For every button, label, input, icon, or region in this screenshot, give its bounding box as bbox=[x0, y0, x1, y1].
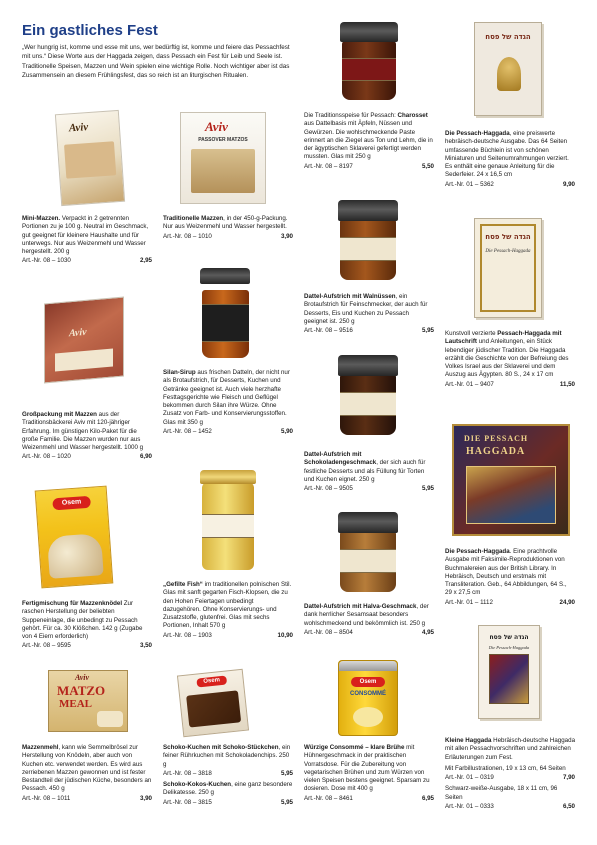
package-title: CONSOMMÉ bbox=[350, 691, 386, 697]
price: 5,90 bbox=[280, 428, 293, 436]
product-mini-mazzen bbox=[22, 215, 152, 266]
product-name: Mini-Mazzen. bbox=[22, 215, 61, 222]
product-dattel-schoko bbox=[304, 451, 434, 493]
product-mazzenmehl bbox=[22, 744, 152, 803]
price: 3,90 bbox=[280, 232, 293, 240]
product-name: „Gefilte Fish“ bbox=[163, 581, 203, 588]
brand-logo: Aviv bbox=[205, 119, 228, 134]
price: 6,90 bbox=[139, 453, 152, 461]
charosset-jar-image bbox=[340, 22, 398, 100]
product-text: , eine preiswerte hebräisch-deutsche Ausgabe. Das 64 Seiten umfassende Büchlein ist von schönen Miniaturen und Seitenumrahmungen verziert. Es enthält eine genaue Anleitung für die Sederfeier. 24 x 16,5 cm bbox=[445, 130, 569, 179]
price: 4,95 bbox=[421, 628, 434, 636]
product-consomme bbox=[304, 744, 434, 803]
product-silan bbox=[163, 369, 293, 436]
cover-subtitle: Die Pessach-Haggada bbox=[485, 249, 531, 254]
cover-title: DIE PESSACH bbox=[464, 434, 529, 443]
product-haggada-lautschrift bbox=[445, 330, 575, 389]
article-number: Art.-Nr. 08 – 1452 bbox=[163, 428, 212, 436]
article-number: Art.-Nr. 08 – 3818 bbox=[163, 769, 212, 777]
article-number: Art.-Nr. 01 – 9407 bbox=[445, 380, 494, 388]
product-haggada-faksimile bbox=[445, 548, 575, 607]
article-number: Art.-Nr. 08 – 8504 bbox=[304, 628, 353, 636]
product-name: Großpackung mit Mazzen bbox=[22, 411, 97, 418]
article-number: Art.-Nr. 08 – 9595 bbox=[22, 642, 71, 650]
silan-jar-image bbox=[200, 268, 250, 358]
price: 5,95 bbox=[280, 769, 293, 777]
haggada-preiswert-image bbox=[474, 22, 542, 116]
product-gefilte-fish bbox=[163, 581, 293, 640]
schoko-kuchen-image bbox=[177, 669, 249, 738]
product-text: Kunstvoll verzierte bbox=[445, 330, 498, 337]
mazzenknoedel-image bbox=[35, 486, 114, 589]
article-number: Art.-Nr. 08 – 1020 bbox=[22, 453, 71, 461]
haggada-lautschrift-image bbox=[474, 218, 542, 318]
brand-logo: Aviv bbox=[69, 326, 87, 340]
variant-text: Mit Farbillustrationen, 19 x 13 cm, 64 Seiten bbox=[445, 764, 566, 772]
article-number: Art.-Nr. 08 – 9516 bbox=[304, 327, 353, 335]
dattel-schoko-jar-image bbox=[338, 355, 398, 435]
grosspackung-image bbox=[44, 297, 124, 384]
cover-title: הגדה של פסח bbox=[485, 233, 531, 241]
product-name: Dattel-Aufstrich mit Halva-Geschmack bbox=[304, 603, 417, 610]
price: 5,95 bbox=[280, 798, 293, 806]
mazzenmehl-image bbox=[48, 670, 128, 732]
package-title: PASSOVER MATZOS bbox=[198, 137, 248, 143]
package-subtitle: MEAL bbox=[59, 698, 92, 710]
product-text: , in der 450-g-Packung. Nur aus Weizenmehl und Wasser hergestellt. bbox=[163, 215, 288, 231]
dattel-halva-jar-image bbox=[338, 512, 398, 592]
product-text: aus frischen Datteln, der nicht nur als Brotaufstrich, für Desserts, Kuchen und Getränke geeignet ist. Auch viele herzhafte Festtagsgerichte wie Fleisch und Geflügel bekommen durch Silan ihre Würze. Ohne Zusatz von Farb- und Konservierungsstoffen. Glas mit 350 g bbox=[163, 369, 290, 426]
kleine-haggada-image bbox=[478, 625, 540, 719]
product-text: Verpackt in 2 getrennten Portionen zu je 100 g. Neutral im Geschmack, gut geeignet für kleinere Haushalte und für unterwegs. Nur aus Weizenmehl und Wasser hergestellt. 200 g bbox=[22, 215, 149, 256]
dattel-walnuss-jar-image bbox=[338, 200, 398, 280]
product-text: Die Traditionsspeise für Pessach: bbox=[304, 112, 398, 119]
price: 5,50 bbox=[421, 162, 434, 170]
article-number: Art.-Nr. 08 – 8197 bbox=[304, 162, 353, 170]
product-name: Kleine Haggada bbox=[445, 737, 492, 744]
intro-text: „Wer hungrig ist, komme und esse mit uns, wer bedürftig ist, komme und feiere das Pessachfest mit uns.“ Diese Worte aus der Haggada zeigen, dass Pessach ein Fest für Leib und Seele ist. Traditionelle Speisen, Mazzen und Wein spielen eine wichtige Rolle. Noch wichtiger aber ist das Zusammensein an diesem Frühlingsfest, das so reich ist an liturgischen Ritualen. bbox=[22, 44, 290, 80]
product-text: , ein Brotaufstrich für Feinschmecker, der auch für Desserts, Eis und Kuchen zu Pessach geeignet ist. 250 g bbox=[304, 293, 428, 325]
product-name: Silan-Sirup bbox=[163, 369, 196, 376]
product-schoko-kuchen bbox=[163, 744, 293, 807]
product-name: Die Pessach-Haggada bbox=[445, 548, 510, 555]
product-name: Dattel-Aufstrich mit Walnüssen bbox=[304, 293, 396, 300]
mini-mazzen-image bbox=[55, 110, 125, 206]
price: 5,95 bbox=[421, 485, 434, 493]
brand-logo: Osem bbox=[351, 677, 385, 687]
price: 9,90 bbox=[562, 180, 575, 188]
product-traditionelle-mazzen bbox=[163, 215, 293, 241]
product-text: , eine ganz besondere Delikatesse. 250 g bbox=[163, 781, 293, 797]
article-number: Art.-Nr. 08 – 8461 bbox=[304, 794, 353, 802]
cover-subtitle: HAGGADA bbox=[466, 446, 526, 457]
article-number: Art.-Nr. 08 – 1010 bbox=[163, 232, 212, 240]
brand-logo: Osem bbox=[52, 496, 91, 511]
product-text: mit Hühnergeschmack in der praktischen Vorratsdose. Für die Zubereitung von vegetarischen Brühen und zum Würzen von vielen Speisen bestens geeignet. Sparsam zu dosieren. Dose mit 400 g bbox=[304, 744, 430, 793]
traditionelle-mazzen-image bbox=[180, 112, 266, 204]
package-title: MATZO bbox=[57, 683, 106, 698]
article-number: Art.-Nr. 08 – 1011 bbox=[22, 794, 71, 802]
gefilte-fish-jar-image bbox=[200, 470, 256, 570]
price: 24,90 bbox=[559, 598, 575, 606]
product-text: , kann wie Semmelbrösel zur Herstellung von Knödeln, aber auch von Kuchen etc. verwendet werden. Es wird aus zerriebenen Mazzen gewonnen und ist fester Bestandteil der jüdischen Küche, besonders an Pessach. 450 g bbox=[22, 744, 152, 793]
product-text: , der dank herrlicher Sesamsaat besonders wohlschmeckend und bekömmlich ist. 250 g bbox=[304, 603, 429, 627]
article-number: Art.-Nr. 08 – 1030 bbox=[22, 257, 71, 265]
product-name: Pessach-Haggada mit Lautschrift bbox=[445, 330, 562, 346]
cover-subtitle: Die Pessach-Haggada bbox=[488, 645, 530, 650]
brand-logo: Osem bbox=[196, 675, 227, 687]
product-text: und Anleitungen, ein Stück lebendiger jüdischer Tradition. Die Haggada erzählt die Geschichte von der Befreiung des Volkes Israel aus der Sklaverei und dem Auszug aus Ägypten. 80 S., 24 x 17 cm bbox=[445, 338, 569, 379]
product-charosset bbox=[304, 112, 434, 171]
product-text: im traditionellen polnischen Stil. Glas mit sanft gegarten Fisch-Klopsen, die zu den Hohen Feiertagen unbedingt dazugehören. Ohne Konservierungs- und Zusatzstoffe, glutenfrei. Glas mit sechs Portionen, Inhalt 570 g bbox=[163, 581, 292, 630]
consomme-can-image bbox=[338, 660, 398, 736]
product-text: , ein feiner Rührkuchen mit Schokoladenchips. 250 g bbox=[163, 744, 291, 768]
product-text: Zur raschen Herstellung der beliebten Suppeneinlage, die unbedingt zu Pessach gehört. Für ca. 30 Klößchen. 142 g (Zugabe von 4 Eiern erforderlich) bbox=[22, 600, 143, 641]
product-name: Schoko-Kokos-Kuchen bbox=[163, 781, 232, 789]
product-name: Dattel-Aufstrich mit Schokoladengeschmack bbox=[304, 451, 377, 467]
price: 6,95 bbox=[421, 794, 434, 802]
price: 5,95 bbox=[421, 327, 434, 335]
variant-text: Schwarz-weiße-Ausgabe, 18 x 11 cm, 96 Seiten bbox=[445, 785, 558, 801]
article-number: Art.-Nr. 01 – 1112 bbox=[445, 598, 493, 606]
product-text: Hebräisch-deutsche Haggada mit allen Pessachvorschriften und zahlreichen Erläuterungen zum Fest. bbox=[445, 737, 576, 761]
price: 11,50 bbox=[559, 380, 575, 388]
page-title: Ein gastliches Fest bbox=[22, 22, 158, 39]
product-text: . Eine prachtvolle Ausgabe mit Faksimile-Reproduktionen von Buchmalereien aus der British Library. In Hebräisch, Deutsch und erstmals mit Transliteration. Geb., 64 Abbildungen, 64 S., 29 x 27,5 cm bbox=[445, 548, 567, 597]
brand-logo: Aviv bbox=[68, 121, 89, 135]
product-name: Mazzenmehl bbox=[22, 744, 59, 751]
price: 3,50 bbox=[139, 642, 152, 650]
product-text: , der sich auch für festliche Desserts und als Füllung für Torten und Kuchen eignet. 250 g bbox=[304, 459, 426, 483]
article-number: Art.-Nr. 01 – 0319 bbox=[445, 774, 494, 782]
product-mazzenknoedel bbox=[22, 600, 152, 651]
product-name: Fertigmischung für Mazzenknödel bbox=[22, 600, 123, 607]
cover-title: הגדה של פסח bbox=[489, 634, 529, 641]
article-number: Art.-Nr. 01 – 0333 bbox=[445, 803, 494, 811]
product-text: aus Dattelbasis mit Äpfeln, Nüssen und Gewürzen. Die wohlschmeckende Paste erinnert an die Ziegel aus Ton und Lehm, die in der ägyptischen Sklaverei gefertigt werden mussten. Glas mit 250 g bbox=[304, 120, 433, 161]
product-name: Schoko-Kuchen mit Schoko-Stückchen bbox=[163, 744, 279, 751]
product-haggada-preiswert bbox=[445, 130, 575, 189]
article-number: Art.-Nr. 08 – 1903 bbox=[163, 631, 212, 639]
product-name: Die Pessach-Haggada bbox=[445, 130, 510, 137]
brand-logo: Aviv bbox=[75, 673, 90, 682]
product-name: Charosset bbox=[397, 112, 428, 119]
product-kleine-haggada bbox=[445, 737, 575, 811]
price: 7,90 bbox=[562, 774, 575, 782]
product-name: Würzige Consommé – klare Brühe bbox=[304, 744, 405, 751]
price: 10,90 bbox=[277, 631, 293, 639]
article-number: Art.-Nr. 08 – 3815 bbox=[163, 798, 212, 806]
article-number: Art.-Nr. 01 – 5362 bbox=[445, 180, 494, 188]
product-grosspackung bbox=[22, 411, 152, 462]
article-number: Art.-Nr. 08 – 9505 bbox=[304, 485, 353, 493]
price: 2,95 bbox=[139, 257, 152, 265]
price: 3,90 bbox=[139, 794, 152, 802]
haggada-faksimile-image bbox=[452, 424, 570, 536]
product-dattel-walnuss bbox=[304, 293, 434, 335]
product-dattel-halva bbox=[304, 603, 434, 637]
cover-title: הגדה של פסח bbox=[485, 33, 531, 41]
product-name: Traditionelle Mazzen bbox=[163, 215, 224, 222]
price: 6,50 bbox=[562, 803, 575, 811]
product-text: aus der Traditionsbäckerei Aviv mit 120-jähriger Erfahrung. Im günstigen Kilo-Paket für die große Familie. Die Mazzen wurden nur aus Weizenmehl und Wasser hergestellt. 1000 g bbox=[22, 411, 144, 452]
